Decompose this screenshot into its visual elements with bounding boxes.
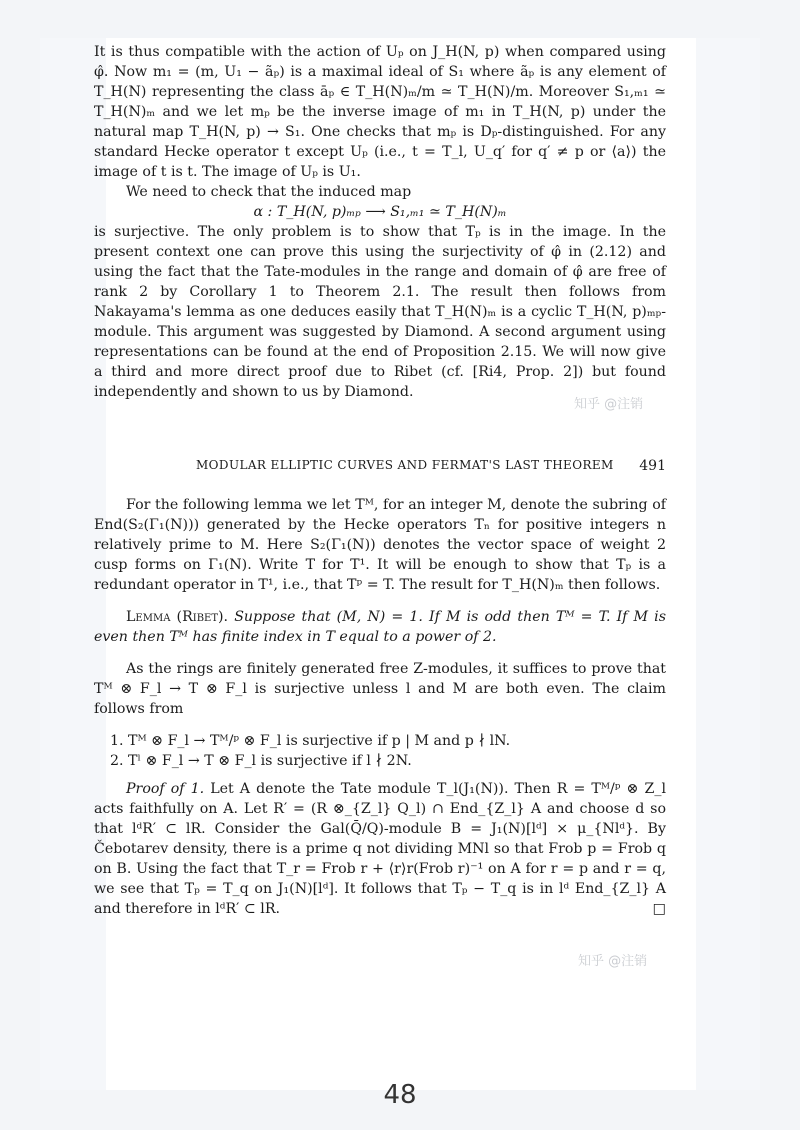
running-header-title: MODULAR ELLIPTIC CURVES AND FERMAT'S LAST THEOREM: [196, 458, 614, 472]
claim-item-2: 2. Tˡ ⊗ F_l → T ⊗ F_l is surjective if l ∤ 2N.: [110, 753, 412, 769]
lemma-lead: Lemma (Ribet).: [126, 609, 229, 625]
proof-paragraph: [94, 779, 666, 919]
running-header-page-number: 491: [639, 458, 666, 474]
qed-symbol: □: [652, 901, 666, 917]
viewer-page-number: 48: [383, 1080, 417, 1110]
paragraph-bottom-2: As the rings are finitely generated free Z-modules, it suffices to prove that Tᴹ ⊗ F_l → T ⊗ F_l is surjective unless l and M are both even. The claim follows from: [94, 661, 666, 717]
watermark-1: 知乎 @注销: [574, 397, 644, 412]
claim-item-1: 1. Tᴹ ⊗ F_l → Tᴹ/ᵖ ⊗ F_l is surjective if p | M and p ∤ lN.: [110, 733, 511, 749]
display-equation: α : T_H(N, p)ₘₚ ⟶ S₁,ₘ₁ ≃ T_H(N)ₘ: [253, 204, 507, 220]
proof-text: Let A denote the Tate module T_l(J₁(N)). Then R = Tᴹ/ᵖ ⊗ Z_l acts faithfully on A. Let R′ = (R ⊗_{Z_l} Q_l) ∩ End_{Z_l} A and choose d so that lᵈR′ ⊂ lR. Consider the Gal(Q̄/Q)-module B = J₁(N)[lᵈ] × μ_{Nlᵈ}. By Čebotarev density, there is a prime q not dividing MNl so that Frob p = Frob q on B. Using the fact that T_r = Frob r + ⟨r⟩r(Frob r)⁻¹ on A for r = p and r = q, we see that Tₚ = T_q on J₁(N)[lᵈ]. It follows that Tₚ − T_q is in lᵈ End_{Z_l} A and therefore in lᵈR′ ⊂ lR.: [94, 781, 666, 917]
top-section: [94, 42, 666, 402]
lemma: [94, 607, 666, 647]
proof-lead: Proof of 1.: [126, 781, 205, 797]
running-header: [196, 458, 666, 474]
watermark-2: 知乎 @注销: [578, 954, 648, 969]
paragraph-bottom-1: For the following lemma we let Tᴹ, for an integer M, denote the subring of End(S₂(Γ₁(N))) generated by the Hecke operators Tₙ for positive integers n relatively prime to M. Here S₂(Γ₁(N)) denotes the vector space of weight 2 cusp forms on Γ₁(N). Write T for T¹. It will be enough to show that Tₚ is a redundant operator in T¹, i.e., that Tᵖ = T. The result for T_H(N)ₘ then follows.: [94, 497, 666, 593]
paragraph-top-1: It is thus compatible with the action of Uₚ on J_H(N, p) when compared using φ̂. Now m₁ = (m, U₁ − ãₚ) is a maximal ideal of S₁ where ãₚ is any element of T_H(N) representing the class āₚ ∈ T_H(N)ₘ/m ≃ T_H(N)/m. Moreover S₁,ₘ₁ ≃ T_H(N)ₘ and we let mₚ be the inverse image of m₁ in T_H(N, p) under the natural map T_H(N, p) → S₁. One checks that mₚ is Dₚ-distinguished. For any standard Hecke operator t except Uₚ (i.e., t = T_l, U_q′ for q′ ≠ p or ⟨a⟩) the image of t is t. The image of Uₚ is U₁.: [94, 44, 666, 180]
lemma-statement: Suppose that (M, N) = 1. If M is odd then Tᴹ = T. If M is even then Tᴹ has finite index in T equal to a power of 2.: [94, 609, 666, 645]
bottom-section: [94, 495, 666, 919]
paragraph-top-3: is surjective. The only problem is to show that Tₚ is in the image. In the present context one can prove this using the surjectivity of φ̂ in (2.12) and using the fact that the Tate-modules in the range and domain of φ̂ are free of rank 2 by Corollary 1 to Theorem 2.1. The result then follows from Nakayama's lemma as one deduces easily that T_H(N)ₘ is a cyclic T_H(N, p)ₘₚ-module. This argument was suggested by Diamond. A second argument using representations can be found at the end of Proposition 2.15. We will now give a third and more direct proof due to Ribet (cf. [Ri4, Prop. 2]) but found independently and shown to us by Diamond.: [94, 224, 666, 400]
paragraph-top-2: We need to check that the induced map: [126, 184, 412, 200]
